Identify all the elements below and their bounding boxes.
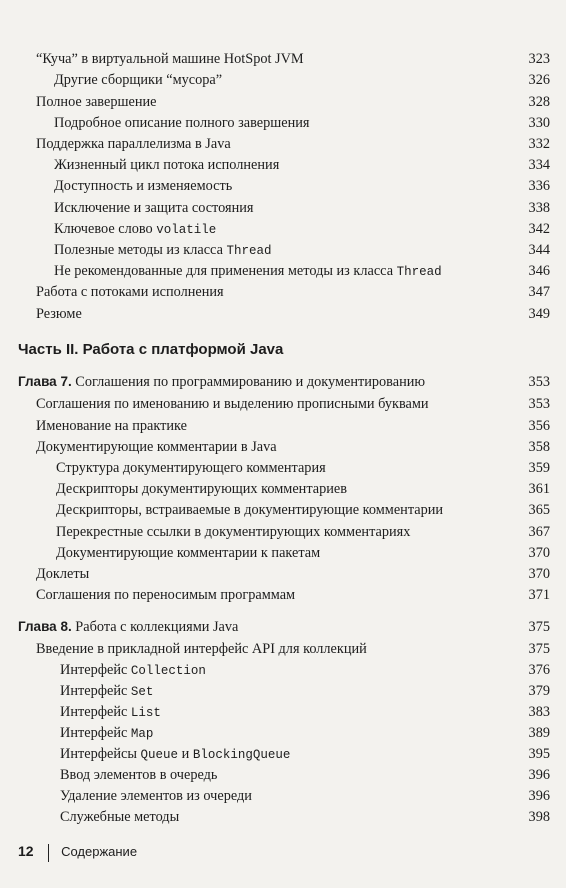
toc-entry: Интерфейс Collection 376 xyxy=(60,662,550,678)
chapter-heading: Глава 7. Соглашения по программированию и документированию 353 xyxy=(18,374,550,390)
toc-entry: Жизненный цикл потока исполнения 334 xyxy=(54,157,550,173)
toc-entry: Перекрестные ссылки в документирующих комментариях 367 xyxy=(56,524,550,540)
toc-entry: Резюме 349 xyxy=(36,306,550,322)
toc-entry: Полезные методы из класса Thread 344 xyxy=(54,242,550,258)
toc-entry: Не рекомендованные для применения методы из класса Thread 346 xyxy=(54,263,550,279)
toc-entry: Служебные методы 398 xyxy=(60,809,550,825)
toc-entry: Полное завершение 328 xyxy=(36,94,550,110)
toc-entry: Интерфейс Map 389 xyxy=(60,725,550,741)
toc-entry: Удаление элементов из очереди 396 xyxy=(60,788,550,804)
toc-entry: Документирующие комментарии в Java 358 xyxy=(36,439,550,455)
part-heading: Часть II. Работа с платформой Java xyxy=(18,341,284,358)
toc-entry: Интерфейс List 383 xyxy=(60,704,550,720)
toc-entry: Интерфейсы Queue и BlockingQueue 395 xyxy=(60,746,550,762)
toc-entry: Дескрипторы документирующих комментариев 361 xyxy=(56,481,550,497)
toc-entry: Доступность и изменяемость 336 xyxy=(54,178,550,194)
toc-entry: Доклеты 370 xyxy=(36,566,550,582)
toc-entry: Соглашения по переносимым программам 371 xyxy=(36,587,550,603)
toc-entry: Структура документирующего комментария 359 xyxy=(56,460,550,476)
toc-entry: Ключевое слово volatile 342 xyxy=(54,221,550,237)
toc-entry: Подробное описание полного завершения 330 xyxy=(54,115,550,131)
page-number: 12 xyxy=(18,843,34,859)
toc-entry: Поддержка параллелизма в Java 332 xyxy=(36,136,550,152)
toc-entry: Исключение и защита состояния 338 xyxy=(54,200,550,216)
page-footer xyxy=(18,840,137,862)
toc-entry: Соглашения по именованию и выделению прописными буквами 353 xyxy=(36,396,550,412)
running-head: Содержание xyxy=(61,844,138,859)
toc-entry: Документирующие комментарии к пакетам 370 xyxy=(56,545,550,561)
toc-entry: “Куча” в виртуальной машине HotSpot JVM 323 xyxy=(36,51,550,67)
toc-entry: Введение в прикладной интерфейс API для коллекций 375 xyxy=(36,641,550,657)
toc-entry: Работа с потоками исполнения 347 xyxy=(36,284,550,300)
toc-entry: Именование на практике 356 xyxy=(36,418,550,434)
footer-divider xyxy=(48,844,50,862)
chapter-heading: Глава 8. Работа с коллекциями Java 375 xyxy=(18,619,550,635)
toc-entry: Дескрипторы, встраиваемые в документирующие комментарии 365 xyxy=(56,502,550,518)
toc-entry: Ввод элементов в очередь 396 xyxy=(60,767,550,783)
toc-entry: Другие сборщики “мусора” 326 xyxy=(54,72,550,88)
toc-entry: Интерфейс Set 379 xyxy=(60,683,550,699)
